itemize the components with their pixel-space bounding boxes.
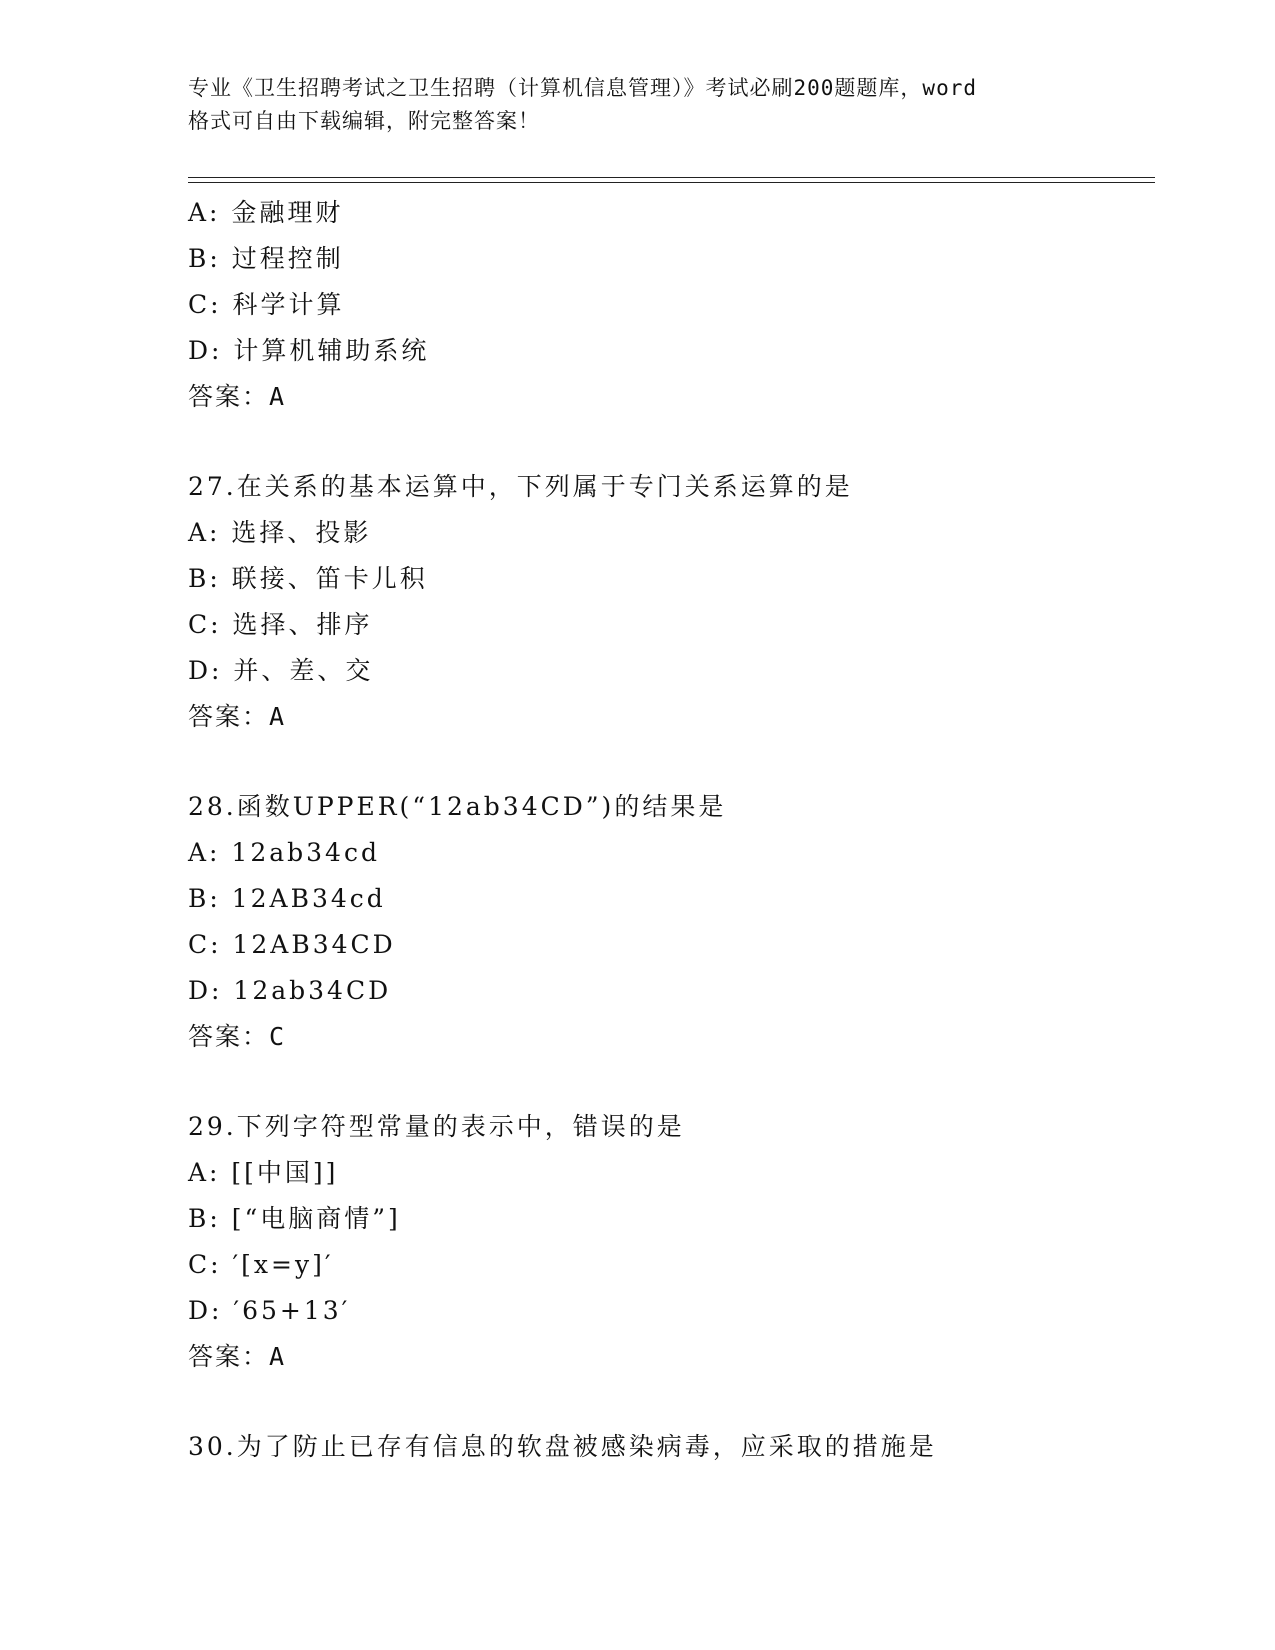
answer-line: 答案：C <box>188 1022 287 1051</box>
option-d: D: 12ab34CD <box>188 976 392 1005</box>
question-block <box>188 190 1148 420</box>
header-title-line-1: 专业《卫生招聘考试之卫生招聘（计算机信息管理）》考试必刷200题题库，word <box>188 76 977 100</box>
question-block <box>188 1104 1148 1380</box>
question-text: 28.函数UPPER(“12ab34CD”)的结果是 <box>188 792 727 821</box>
option-d: D: ′65+13′ <box>188 1296 351 1325</box>
option-a: A: [[中国]] <box>188 1158 339 1187</box>
answer-line: 答案：A <box>188 702 287 731</box>
option-a: A: 选择、投影 <box>188 518 372 547</box>
header-title-line-2: 格式可自由下载编辑，附完整答案！ <box>188 109 540 133</box>
question-text: 27.在关系的基本运算中，下列属于专门关系运算的是 <box>188 472 853 501</box>
question-list <box>188 190 1148 1470</box>
option-c: C: 选择、排序 <box>188 610 373 639</box>
option-c: C: ′[x=y]′ <box>188 1250 334 1279</box>
option-a: A: 金融理财 <box>188 198 344 227</box>
option-d: D: 计算机辅助系统 <box>188 336 430 365</box>
option-a: A: 12ab34cd <box>188 838 380 867</box>
header-divider-top <box>188 177 1155 178</box>
answer-line: 答案：A <box>188 1342 287 1371</box>
option-d: D: 并、差、交 <box>188 656 374 685</box>
question-block <box>188 464 1148 740</box>
answer-line: 答案：A <box>188 382 287 411</box>
question-text: 30.为了防止已存有信息的软盘被感染病毒，应采取的措施是 <box>188 1432 937 1461</box>
question-block <box>188 784 1148 1060</box>
question-text: 29.下列字符型常量的表示中，错误的是 <box>188 1112 685 1141</box>
option-b: B: 联接、笛卡儿积 <box>188 564 428 593</box>
option-b: B: 12AB34cd <box>188 884 386 913</box>
option-c: C: 科学计算 <box>188 290 345 319</box>
option-c: C: 12AB34CD <box>188 930 396 959</box>
header-divider-bottom <box>188 182 1155 183</box>
option-b: B: [“电脑商情”] <box>188 1204 401 1233</box>
question-block <box>188 1424 1148 1470</box>
document-header <box>188 72 1088 138</box>
option-b: B: 过程控制 <box>188 244 344 273</box>
